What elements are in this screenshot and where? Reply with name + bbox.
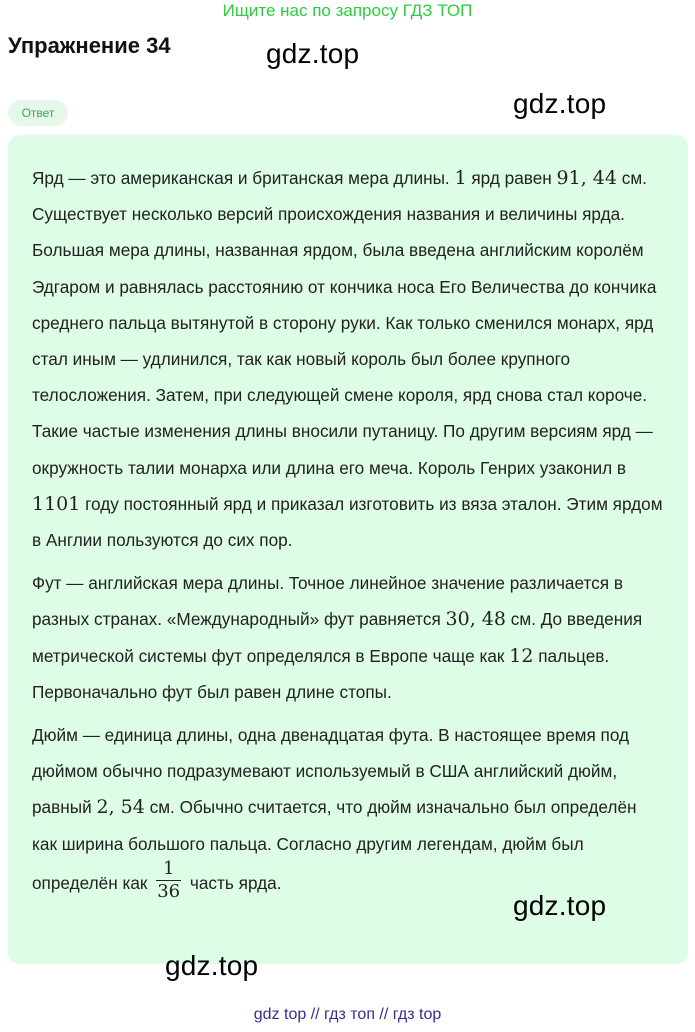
math-number: 1101 [32,492,81,515]
math-number: 12 [509,644,534,667]
text: см. Существует несколько версий происхождения названия и величины ярда. Большая мера длины, названная ярдом, была введена английским королём Эдгаром и равнялась расстоянию от кончика носа Его Величества до кончика среднего пальца вытянутой в сторону руки. Как только сменился монарх, ярд стал иным — удлинился, так как новый король был более крупного телосложения. Затем, при следующей смене короля, ярд снова стал короче. Такие частые изменения длины вносили путаницу. По другим версиям ярд — окружность талии монарха или длина его меча. Король Генрих узаконил в [32,168,657,478]
fraction [156,858,181,903]
math-number: 91, 44 [556,167,617,189]
watermark: gdz.top [513,890,607,921]
paragraph-yard [32,160,664,558]
text: Дюйм — единица длины, одна двенадцатая фута. В настоящее время под дюймом обычно подразумевают используемый в США английский дюйм, равный [32,725,630,818]
text: см. До введения метрической системы фут определялся в Европе чаще как [32,609,643,666]
text: Фут — английская мера длины. Точное линейное значение различается в разных странах. «Международный» фут равняется [32,573,623,630]
text: часть ярда. [189,872,282,893]
fraction-numerator: 1 [156,858,181,881]
text: см. Обычно считается, что дюйм изначально был определён как ширина большого пальца. Согласно другим легендам, дюйм был определён как [32,797,637,893]
watermark: gdz.top [165,950,259,981]
watermark: gdz.top [513,88,607,119]
answer-badge: Ответ [8,100,68,126]
math-number: 2, 54 [96,796,145,819]
paragraph-inch [32,717,664,907]
watermark: gdz.top [266,38,360,69]
fraction-denominator: 36 [157,880,181,902]
answer-box [8,135,688,964]
promo-banner: Ищите нас по запросу ГДЗ ТОП [222,1,473,20]
math-number: 30, 48 [445,608,506,631]
math-number: 1 [454,167,467,189]
text: пальцев. Первоначально фут был равен длине стопы. [32,645,610,702]
exercise-title: Упражнение 34 [8,33,171,58]
text: году постоянный ярд и приказал изготовить из вяза эталон. Этим ярдом в Англии пользуются до сих пор. [32,493,663,551]
paragraph-foot [32,565,664,710]
text: Ярд — это американская и британская мера длины. [32,168,450,188]
footer-links[interactable]: gdz top // гдз топ // гдз top [253,1006,442,1023]
text: ярд равен [471,168,552,188]
